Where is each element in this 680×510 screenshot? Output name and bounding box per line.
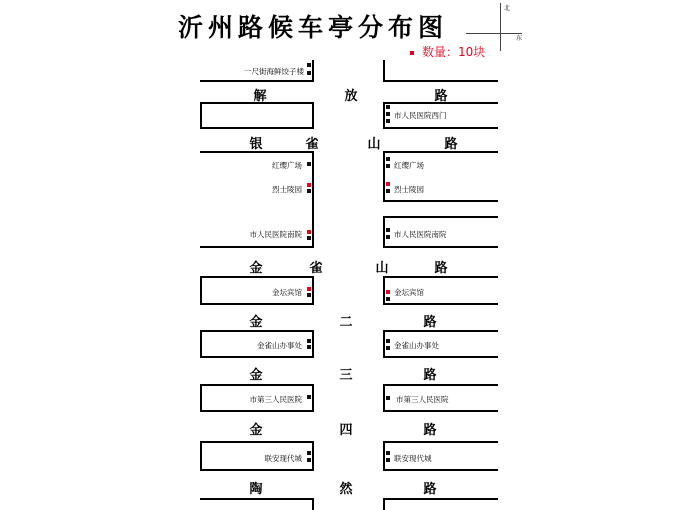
block-edge xyxy=(383,441,385,471)
legend-label: 数量：10块 xyxy=(422,45,486,59)
road-label-char: 然 xyxy=(339,482,353,497)
shelter-marker xyxy=(386,458,390,462)
block-edge xyxy=(200,469,314,471)
block-edge xyxy=(383,469,498,471)
road-label-char: 二 xyxy=(339,315,353,330)
block-edge xyxy=(312,151,314,248)
block-edge xyxy=(200,102,202,129)
shelter-marker xyxy=(386,189,390,193)
road-label-char: 山 xyxy=(367,137,381,152)
block-edge xyxy=(200,80,314,82)
block-edge xyxy=(312,60,314,82)
shelter-marker-red xyxy=(307,183,311,187)
block-edge xyxy=(383,276,498,278)
shelter-marker xyxy=(386,105,390,109)
block-edge xyxy=(383,102,385,129)
shelter-marker xyxy=(386,339,390,343)
road-label-char: 金 xyxy=(249,261,263,276)
shelter-marker-red xyxy=(386,290,390,294)
block-edge xyxy=(383,303,498,305)
shelter-marker-red xyxy=(386,182,390,186)
stop-label: 烈士陵园 xyxy=(272,185,302,194)
block-edge xyxy=(383,498,498,500)
shelter-marker xyxy=(307,63,311,67)
road-label-char: 四 xyxy=(339,423,353,438)
road-label-char: 路 xyxy=(423,482,437,497)
block-edge xyxy=(383,60,385,82)
shelter-marker xyxy=(307,395,311,399)
map-title: 沂州路候车亭分布图 xyxy=(178,13,449,42)
block-edge xyxy=(383,276,385,305)
road-label-char: 路 xyxy=(423,423,437,438)
road-label-char: 金 xyxy=(249,315,263,330)
shelter-marker xyxy=(307,71,311,75)
block-edge xyxy=(383,216,385,248)
block-edge xyxy=(383,410,498,412)
shelter-marker xyxy=(307,339,311,343)
shelter-marker xyxy=(307,345,311,349)
block-edge xyxy=(383,498,385,510)
block-edge xyxy=(200,330,202,358)
road-label-char: 放 xyxy=(344,89,358,104)
stop-label: 市人民医院南院 xyxy=(249,230,302,239)
road-label-char: 路 xyxy=(423,315,437,330)
road-label-char: 雀 xyxy=(305,137,319,152)
road-label-char: 路 xyxy=(444,137,458,152)
road-label-char: 路 xyxy=(434,261,448,276)
road-label-char: 路 xyxy=(434,89,448,104)
road-label-char: 陶 xyxy=(249,482,263,497)
block-edge xyxy=(383,216,498,218)
block-edge xyxy=(383,330,385,358)
block-edge xyxy=(200,127,314,129)
block-edge xyxy=(383,80,498,82)
block-edge xyxy=(383,384,385,412)
block-edge xyxy=(200,276,314,278)
block-edge xyxy=(383,356,498,358)
shelter-marker xyxy=(386,228,390,232)
stop-label: 红缨广场 xyxy=(272,161,302,170)
stop-label: 红缨广场 xyxy=(394,161,424,170)
block-edge xyxy=(200,384,314,386)
shelter-marker xyxy=(386,157,390,161)
shelter-marker xyxy=(386,297,390,301)
stop-label: 市第三人民医院 xyxy=(396,395,449,404)
shelter-marker xyxy=(307,293,311,297)
road-label-char: 银 xyxy=(249,137,263,152)
shelter-marker xyxy=(386,119,390,123)
shelter-marker xyxy=(386,235,390,239)
stop-label: 联安现代城 xyxy=(264,454,302,463)
block-edge xyxy=(200,410,314,412)
stop-label: 金雀山办事处 xyxy=(394,341,439,350)
block-edge xyxy=(200,384,202,412)
shelter-marker xyxy=(386,451,390,455)
compass-vertical-axis xyxy=(500,3,501,51)
block-edge xyxy=(383,200,498,202)
block-edge xyxy=(200,246,314,248)
stop-label: 联安现代城 xyxy=(394,454,432,463)
road-label-char: 三 xyxy=(339,368,353,383)
legend-marker-icon xyxy=(410,51,414,55)
stop-label: 市第三人民医院 xyxy=(249,395,302,404)
road-label-char: 金 xyxy=(249,423,263,438)
shelter-marker-red xyxy=(307,287,311,291)
block-edge xyxy=(200,276,202,305)
shelter-marker xyxy=(307,162,311,166)
block-edge xyxy=(312,384,314,412)
shelter-marker xyxy=(307,189,311,193)
block-edge xyxy=(312,330,314,358)
block-edge xyxy=(312,102,314,129)
block-edge xyxy=(200,356,314,358)
compass-horizontal-axis xyxy=(466,33,522,34)
block-edge xyxy=(312,498,314,510)
compass-north-label: 北 xyxy=(504,5,511,12)
stop-label: 金坛宾馆 xyxy=(394,288,424,297)
stop-label: 金坛宾馆 xyxy=(272,288,302,297)
road-label-char: 雀 xyxy=(309,261,323,276)
block-edge xyxy=(383,441,498,443)
block-edge xyxy=(383,127,498,129)
stop-label: 烈士陵园 xyxy=(394,185,424,194)
block-edge xyxy=(200,303,314,305)
compass xyxy=(466,3,526,51)
stop-label: 市人民医院南院 xyxy=(394,230,447,239)
stop-label: 金雀山办事处 xyxy=(257,341,302,350)
compass-east-label: 东 xyxy=(516,35,523,42)
shelter-marker xyxy=(386,112,390,116)
road-label-char: 山 xyxy=(375,261,389,276)
shelter-marker xyxy=(307,236,311,240)
shelter-marker xyxy=(307,451,311,455)
block-edge xyxy=(200,441,314,443)
block-edge xyxy=(383,246,498,248)
shelter-marker-red xyxy=(307,230,311,234)
road-label-char: 解 xyxy=(253,89,267,104)
block-edge xyxy=(383,151,385,202)
shelter-marker xyxy=(386,396,390,400)
shelter-marker xyxy=(386,346,390,350)
block-edge xyxy=(200,330,314,332)
block-edge xyxy=(383,384,498,386)
stop-label: 市人民医院西门 xyxy=(394,111,447,120)
block-edge xyxy=(383,330,498,332)
block-edge xyxy=(200,498,314,500)
shelter-marker xyxy=(307,458,311,462)
road-label-char: 路 xyxy=(423,368,437,383)
shelter-marker xyxy=(386,164,390,168)
block-edge xyxy=(312,276,314,305)
block-edge xyxy=(312,441,314,471)
road-label-char: 金 xyxy=(249,368,263,383)
block-edge xyxy=(200,441,202,471)
stop-label: 一尺街海鲜饺子楼 xyxy=(244,67,304,76)
